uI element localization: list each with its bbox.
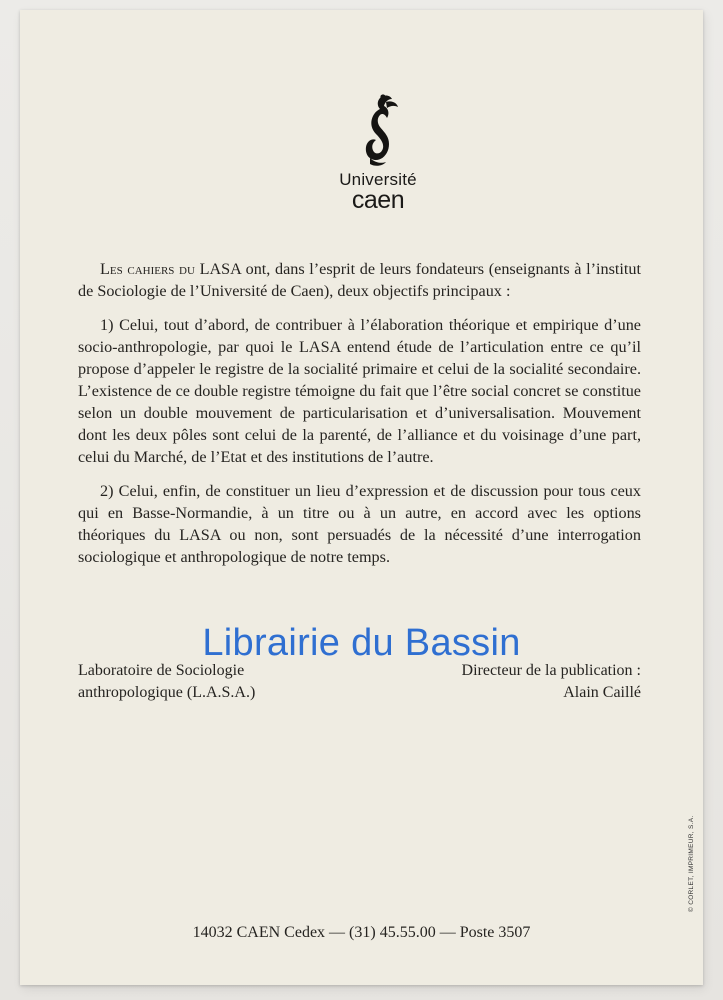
director-credit	[462, 660, 641, 704]
series-name-smallcaps: Les cahiers du	[100, 260, 195, 278]
intro-rest: LASA ont, dans l’esprit de leurs fondateurs (enseignants à l’institut de Sociologie de l’Université de Caen), deux objectifs principaux :	[78, 260, 641, 300]
sculpture-emblem-icon	[350, 92, 410, 172]
book-back-cover	[20, 10, 703, 985]
universite-caen-logo	[328, 92, 438, 218]
logo-universite-text: Université	[339, 170, 417, 189]
bookseller-watermark: Librairie du Bassin	[202, 622, 521, 664]
objective-paragraph-2: 2) Celui, enfin, de constituer un lieu d’expression et de discussion pour tous ceux qui en Basse-Normandie, à un titre ou à un autre, en accord avec les options théoriques du LASA ou non, sont persuadés de la nécessité d’une interrogation sociologique et anthropologique de notre temps.	[78, 482, 641, 566]
postal-address: 14032 CAEN Cedex — (31) 45.55.00 — Poste 3507	[192, 924, 531, 941]
printer-credit: © CORLET, IMPRIMEUR, S.A.	[688, 815, 695, 912]
logo-caen-text: caen	[351, 186, 405, 214]
laboratory-credit	[78, 660, 255, 704]
director-name: Alain Caillé	[563, 684, 641, 701]
objective-paragraph-1: 1) Celui, tout d’abord, de contribuer à l’élaboration théorique et empirique d’une socio-anthropologie, par quoi le LASA entend étude de l’articulation entre ce qu’il propose d’appeler le registre de la socialité primaire et celui de la socialité secondaire. L’existence de ce double registre témoigne du fait que l’être social concret se constitue selon un double mouvement de particularisation et d’universalisation. Mouvement dont les deux pôles sont celui de la parenté, de l’alliance et du voisinage d’une part, celui du Marché, de l’Etat et des institutions de l’autre.	[78, 316, 641, 466]
intro-paragraph	[78, 258, 641, 302]
cover-body-text	[78, 258, 641, 580]
laboratory-line-1: Laboratoire de Sociologie	[78, 662, 245, 679]
director-label: Directeur de la publication :	[461, 662, 641, 679]
laboratory-line-2: anthropologique (L.A.S.A.)	[78, 684, 256, 701]
